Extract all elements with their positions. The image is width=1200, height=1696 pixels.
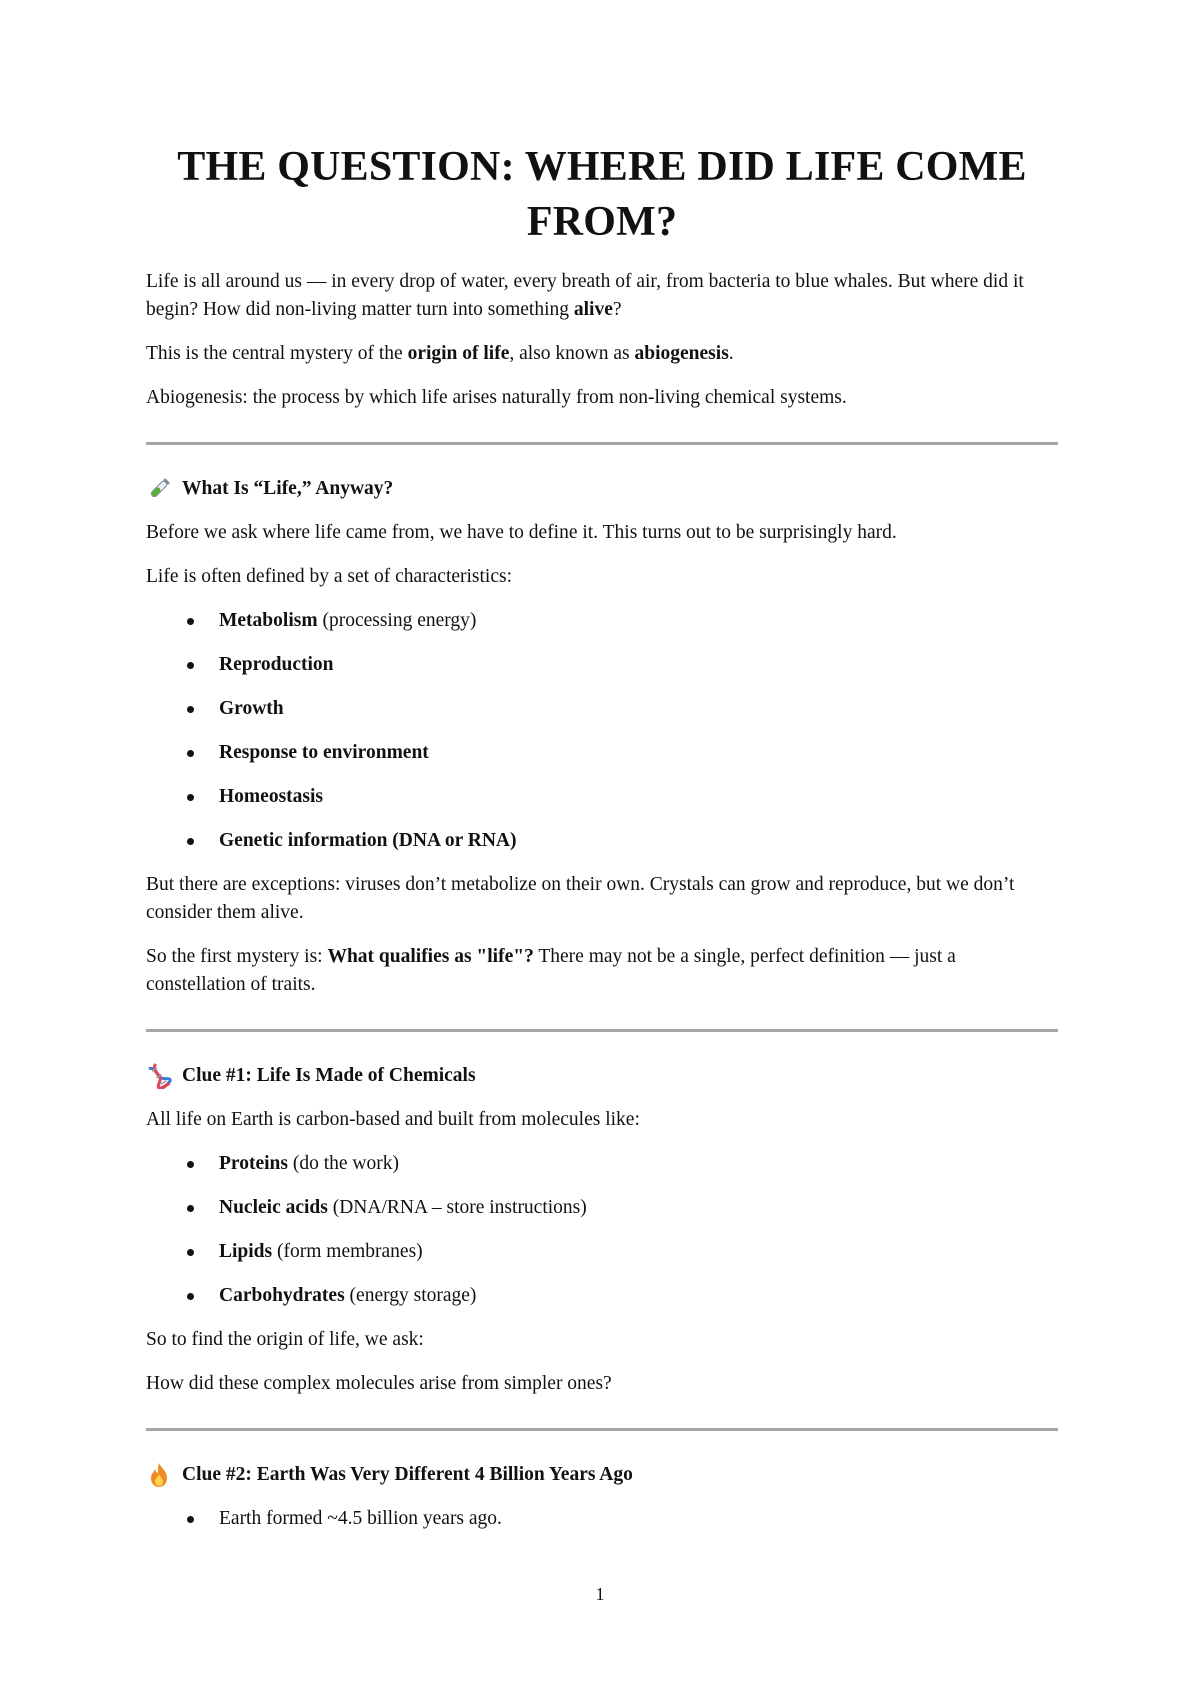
intro2-text-end: . — [728, 343, 734, 364]
section-heading-life — [146, 475, 1058, 503]
section2-paragraph-2: So to find the origin of life, we ask: — [146, 1329, 424, 1350]
list-item-text: (processing energy) — [317, 610, 477, 631]
p4-bold: What qualifies as "life"? — [327, 946, 534, 967]
list-item — [146, 1505, 1058, 1533]
intro-bold-alive: alive — [573, 299, 613, 320]
intro-paragraph-1 — [146, 268, 1058, 324]
section-divider — [146, 1029, 1058, 1032]
list-item-text: Earth formed ~4.5 billion years ago. — [219, 1508, 502, 1529]
list-item — [146, 739, 1058, 767]
list-item — [146, 607, 1058, 635]
list-item-bold: Reproduction — [219, 654, 334, 675]
list-item — [146, 1194, 1058, 1222]
list-item-bold: Growth — [219, 698, 284, 719]
section-divider — [146, 442, 1058, 445]
section1-paragraph-2: Life is often defined by a set of characteristics: — [146, 566, 513, 587]
section-heading-text: What Is “Life,” Anyway? — [182, 478, 394, 499]
list-item-text: (do the work) — [287, 1153, 399, 1174]
intro2-bold-abiogenesis: abiogenesis — [634, 343, 729, 364]
list-item-bold: Metabolism — [219, 610, 318, 631]
p4-text: So the first mystery is: — [146, 946, 328, 967]
list-item-bold: Response to environment — [219, 742, 429, 763]
list-item-bold: Lipids — [219, 1241, 273, 1262]
list-item-bold: Proteins — [219, 1153, 288, 1174]
section-heading-earth — [146, 1461, 1058, 1489]
section1-paragraph-3: But there are exceptions: viruses don’t metabolize on their own. Crystals can grow and reproduce, but we don’t consider them alive. — [146, 874, 1015, 923]
intro-paragraph-2 — [146, 340, 1058, 368]
list-item-bold: Carbohydrates — [219, 1285, 345, 1306]
characteristics-list — [146, 607, 1058, 855]
intro-text: Life is all around us — in every drop of water, every breath of air, from bacteria to blue whales. But where did it begin? How did non-living matter turn into something — [146, 271, 1024, 320]
intro2-text-mid: , also known as — [509, 343, 635, 364]
list-item — [146, 783, 1058, 811]
list-item-bold: Homeostasis — [219, 786, 323, 807]
section-divider — [146, 1428, 1058, 1431]
list-item — [146, 1150, 1058, 1178]
section-heading-text: Clue #2: Earth Was Very Different 4 Billion Years Ago — [182, 1464, 633, 1485]
list-item-text: (DNA/RNA – store instructions) — [327, 1197, 587, 1218]
list-item-bold: Nucleic acids — [219, 1197, 328, 1218]
list-item — [146, 695, 1058, 723]
list-item — [146, 1238, 1058, 1266]
section-heading-chemicals — [146, 1062, 1058, 1090]
molecules-list — [146, 1150, 1058, 1310]
document-page — [146, 140, 1058, 1549]
document-title: THE QUESTION: WHERE DID LIFE COME FROM? — [177, 144, 1027, 245]
fire-icon — [146, 1462, 172, 1488]
intro-text-end: ? — [612, 299, 622, 320]
definition-paragraph: Abiogenesis: the process by which life arises naturally from non-living chemical systems. — [146, 387, 847, 408]
list-item-text: (energy storage) — [344, 1285, 477, 1306]
p4-text-end: There may not be a single, perfect definition — just a constellation of traits. — [146, 946, 956, 995]
intro2-bold-origin: origin of life — [407, 343, 510, 364]
dna-icon — [146, 1063, 172, 1089]
list-item-text: (form membranes) — [272, 1241, 423, 1262]
section1-paragraph-4 — [146, 943, 1058, 999]
page-number: 1 — [595, 1584, 605, 1604]
section1-paragraph-1: Before we ask where life came from, we have to define it. This turns out to be surprisingly hard. — [146, 522, 897, 543]
section2-paragraph-3: How did these complex molecules arise from simpler ones? — [146, 1373, 612, 1394]
section-heading-text: Clue #1: Life Is Made of Chemicals — [182, 1065, 476, 1086]
test-tube-icon — [146, 476, 172, 502]
section2-paragraph-1: All life on Earth is carbon-based and built from molecules like: — [146, 1109, 640, 1130]
intro2-text: This is the central mystery of the — [146, 343, 408, 364]
list-item — [146, 651, 1058, 679]
list-item-bold: Genetic information (DNA or RNA) — [219, 830, 517, 851]
list-item — [146, 1282, 1058, 1310]
list-item — [146, 827, 1058, 855]
earth-facts-list — [146, 1505, 1058, 1533]
